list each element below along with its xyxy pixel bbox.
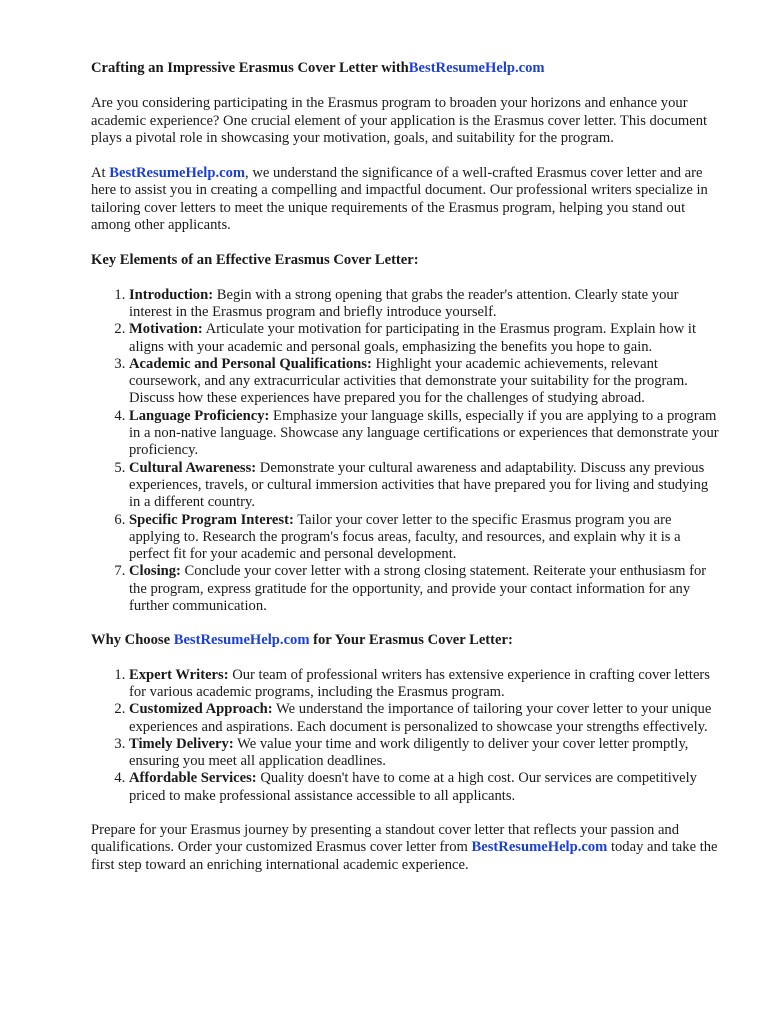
list-item [129, 701, 721, 736]
item-text: We value your time and work diligently to deliver your cover letter promptly, ensuring you meet all application deadlines. [129, 735, 689, 770]
item-text: Articulate your motivation for participating in the Erasmus program. Explain how it aligns with your academic and personal goals, emphasizing the benefits you hope to gain. [129, 321, 697, 355]
item-text: Demonstrate your cultural awareness and adaptability. Discuss any previous experiences, travels, or cultural immersion activities that have prepared you for living and studying in a different country. [129, 459, 709, 511]
about-paragraph [91, 165, 721, 234]
list-item [129, 770, 721, 805]
why-choose-heading [91, 632, 721, 649]
why-choose-list [91, 667, 721, 805]
list-item [129, 736, 721, 771]
list-item [129, 287, 721, 322]
item-label: Introduction: [129, 286, 214, 303]
item-label: Language Proficiency: [129, 407, 270, 424]
item-label: Specific Program Interest: [129, 511, 294, 528]
intro-paragraph: Are you considering participating in the Erasmus program to broaden your horizons and enhance your academic experience? One crucial element of your application is the Erasmus cover letter. This document plays a pivotal role in showcasing your motivation, goals, and suitability for the program. [91, 95, 708, 146]
list-item [129, 512, 721, 564]
item-text: Begin with a strong opening that grabs the reader's attention. Clearly state your interest in the Erasmus program and briefly introduce yourself. [129, 286, 679, 320]
item-text: We understand the importance of tailoring your cover letter to your unique experiences and aspirations. Each document is personalized to showcase your strengths effectively. [129, 701, 712, 735]
item-text: Our team of professional writers has extensive experience in crafting cover letters for various academic programs, including the Erasmus program. [129, 666, 710, 700]
closing-suffix: today and take the first step toward an enriching international academic experience. [91, 839, 718, 873]
document-title [91, 60, 721, 77]
item-label: Closing: [129, 563, 181, 580]
about-link[interactable]: BestResumeHelp.com [109, 165, 246, 182]
key-elements-list [91, 287, 721, 616]
item-text: Emphasize your language skills, especially if you are applying to a program in a non-native language. Showcase any language certifications or experiences that demonstrate your proficiency. [129, 407, 719, 459]
list-item [129, 667, 721, 702]
item-label: Timely Delivery: [129, 735, 234, 752]
closing-link[interactable]: BestResumeHelp.com [471, 839, 608, 856]
item-text: Conclude your cover letter with a strong closing statement. Reiterate your enthusiasm for the program, express gratitude for the opportunity, and provide your contact information for any further communication. [129, 563, 707, 615]
item-label: Customized Approach: [129, 701, 273, 718]
item-label: Motivation: [129, 321, 203, 338]
list-item [129, 460, 721, 512]
about-text: , we understand the significance of a well-crafted Erasmus cover letter and are here to assist you in creating a compelling and impactful document. Our professional writers specialize in tailoring cover letters to meet the unique requirements of the Erasmus program, helping you stand out among other applicants. [91, 165, 708, 234]
document-page [91, 60, 721, 892]
item-text: Highlight your academic achievements, relevant coursework, and any extracurricular activities that demonstrate your suitability for the program. Discuss how these experiences have prepared you for the challenges of studying abroad. [129, 355, 688, 407]
key-elements-heading: Key Elements of an Effective Erasmus Cover Letter: [91, 252, 419, 269]
list-item [129, 356, 721, 408]
list-item [129, 408, 721, 460]
title-text: Crafting an Impressive Erasmus Cover Letter with [91, 60, 409, 76]
item-label: Expert Writers: [129, 666, 229, 683]
closing-prefix: Prepare for your Erasmus journey by presenting a standout cover letter that reflects your passion and qualifications. Order your customized Erasmus cover letter from [91, 821, 680, 856]
item-label: Cultural Awareness: [129, 459, 257, 476]
item-label: Affordable Services: [129, 770, 257, 787]
about-prefix: At [91, 165, 110, 182]
why-choose-suffix: for Your Erasmus Cover Letter: [309, 632, 513, 649]
title-link[interactable]: BestResumeHelp.com [408, 60, 545, 76]
item-label: Academic and Personal Qualifications: [129, 355, 372, 372]
list-item [129, 321, 721, 356]
why-choose-prefix: Why Choose [91, 632, 174, 649]
why-choose-link[interactable]: BestResumeHelp.com [173, 632, 310, 649]
closing-paragraph [91, 822, 721, 874]
item-text: Tailor your cover letter to the specific Erasmus program you are applying to. Research the program's focus areas, faculty, and resources, and explain why it is a perfect fit for your academic and personal development. [129, 511, 681, 563]
item-text: Quality doesn't have to come at a high cost. Our services are competitively priced to make professional assistance accessible to all applicants. [129, 770, 697, 804]
list-item [129, 563, 721, 615]
